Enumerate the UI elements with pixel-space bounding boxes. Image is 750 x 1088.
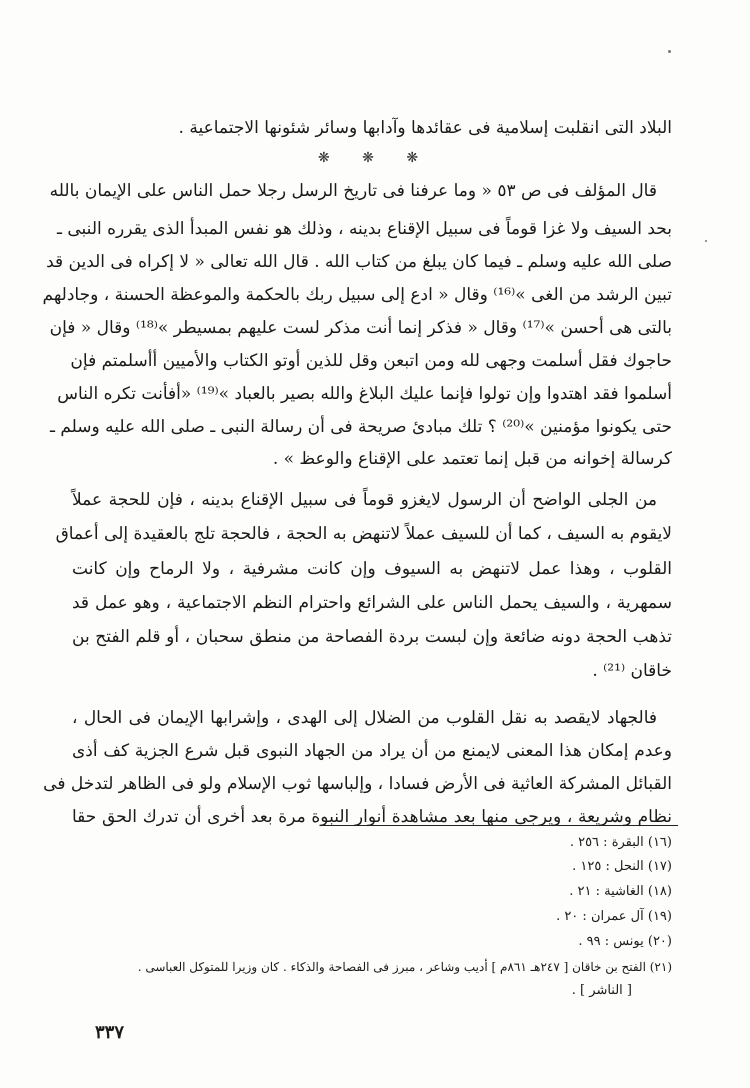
text-line: تذهب الحجة دونه ضائعة وإن لبست بردة الفصاحة من منطق سحبان ، أو قلم الفتح بن	[72, 627, 672, 647]
text-line: لايقوم به السيف ، كما أن للسيف عملاً لاتنهض به الحجة ، فالحجة تلج بالعقيدة إلى أعماق	[55, 524, 672, 544]
scan-speck	[705, 240, 707, 242]
text-line: صلى الله عليه وسلم ـ فيما كان يبلغ من كتاب الله . قال الله تعالى « لا إكراه فى الدين قد	[46, 252, 672, 272]
text-line: القبائل المشركة العاثية فى الأرض فسادا ، وإلباسها ثوب الإسلام ولو فى الظاهر لتدخل فى	[43, 774, 672, 794]
text-line: بالتى هى أحسن »⁽¹⁷⁾ وقال « فذكر إنما أنت مذكر لست عليهم بمسيطر »⁽¹⁸⁾ وقال « فإن	[49, 318, 672, 338]
text-line: من الجلى الواضح أن الرسول لايغزو قوماً فى سبيل الإقناع بدينه ، فإن للحجة عملاً	[72, 490, 657, 510]
text-line: تبين الرشد من الغى »⁽¹⁶⁾ وقال « ادع إلى سبيل ربك بالحكمة والموعظة الحسنة ، وجادلهم	[42, 285, 672, 305]
footnote: (٢١) الفتح بن خاقان [ ٢٤٧هـ ٨٦١م ] أديب وشاعر ، مبرز فى الفصاحة والذكاء . كان وزيرا للمتوكل العباسى .	[137, 960, 672, 974]
footnote: (١٨) الغاشية : ٢١ .	[569, 884, 672, 899]
page-number: ٣٣٧	[95, 1022, 125, 1043]
text-line: فالجهاد لايقصد به نقل القلوب من الضلال إلى الهدى ، وإشرابها الإيمان فى الحال ،	[72, 708, 657, 728]
text-line: خاقان ⁽²¹⁾ .	[592, 661, 672, 681]
footnote: (١٦) البقرة : ٢٥٦ .	[569, 835, 672, 850]
intro-line: البلاد التى انقلبت إسلامية فى عقائدها وآدابها وسائر شئونها الاجتماعية .	[178, 118, 672, 138]
footnote-continuation: [ الناشر ] .	[571, 983, 632, 998]
text-line: وعدم إمكان هذا المعنى لايمنع من أن يراد من الجهاد النبوى قبل شرع الجزية كف أذى	[72, 741, 672, 761]
text-line: القلوب ، وهذا عمل لاتنهض به السيوف وإن كانت مشرفية ، ولا الرماح وإن كانت	[72, 559, 672, 579]
section-separator: ❋ ❋ ❋	[317, 150, 433, 166]
text-line: أسلموا فقد اهتدوا وإن تولوا فإنما عليك البلاغ والله بصير بالعباد »⁽¹⁹⁾ «أفأنت تكره الناس	[57, 384, 672, 404]
scan-speck	[668, 50, 671, 53]
footnote: (١٩) آل عمران : ٢٠ .	[556, 909, 672, 924]
text-line: حتى يكونوا مؤمنين »⁽²⁰⁾ ؟ تلك مبادئ صريحة فى أن رسالة النبى ـ صلى الله عليه وسلم ـ	[49, 417, 672, 437]
footnote-divider	[320, 825, 678, 826]
footnote: (٢٠) يونس : ٩٩ .	[578, 934, 672, 949]
text-line: حاجوك فقل أسلمت وجهى لله ومن اتبعن وقل للذين أوتو الكتاب والأميين أأسلمتم فإن	[70, 351, 672, 371]
footnote: (١٧) النحل : ١٢٥ .	[572, 859, 672, 874]
text-line: نظام وشريعة ، ويرجى منها بعد مشاهدة أنوار النبوة مرة بعد أخرى أن تدرك الحق حقا	[72, 807, 672, 827]
text-line: قال المؤلف فى ص ٥٣ « وما عرفنا فى تاريخ الرسل رجلا حمل الناس على الإيمان بالله	[49, 181, 657, 201]
text-line: بحد السيف ولا غزا قوماً فى سبيل الإقناع بدينه ، وذلك هو نفس المبدأ الذى يقرره النبى ـ	[57, 219, 672, 239]
text-line: سمهرية ، والسيف يحمل الناس على الشرائع واحترام النظم الاجتماعية ، وهو عمل قد	[72, 593, 672, 613]
text-line: كرسالة إخوانه من قبل إنما تعتمد على الإقناع والوعظ » .	[272, 449, 672, 469]
